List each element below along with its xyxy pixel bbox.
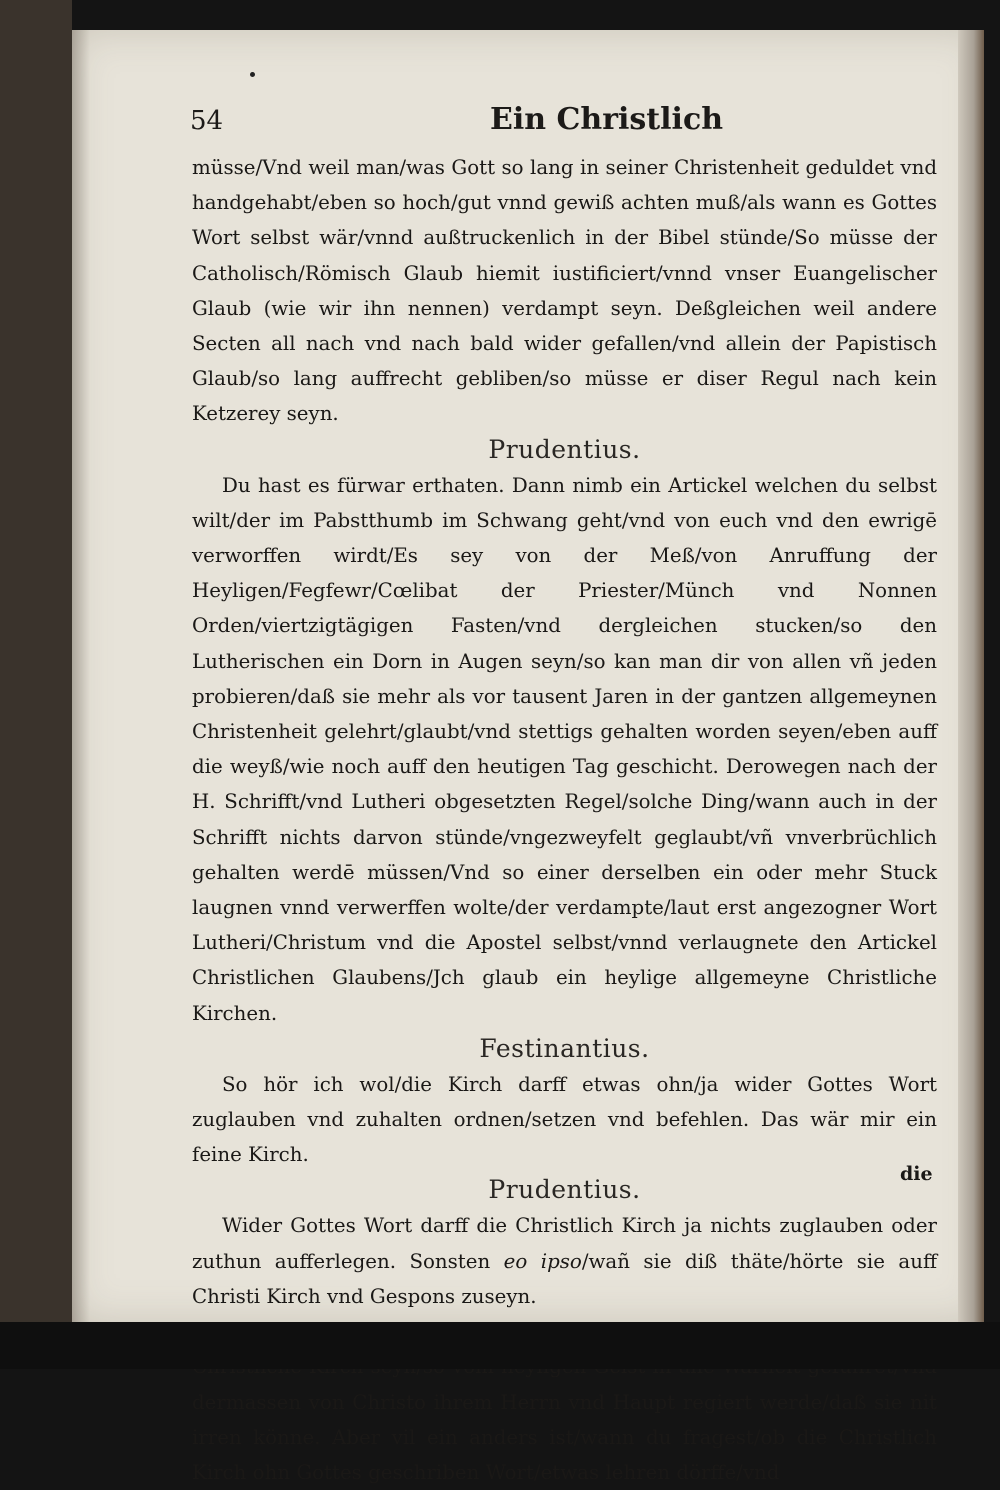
book-spine-edge <box>958 30 984 1322</box>
speaker-heading: Festinantius. <box>479 1033 650 1063</box>
paragraph-text: /wañ sie diß thäte/hörte sie auff Christi Kirch vnd Gespons zuseyn. <box>192 1249 937 1308</box>
page-number: 54 <box>190 106 224 136</box>
latin-phrase: eo ipso <box>503 1249 582 1273</box>
speaker-heading: Prudentius. <box>488 1175 641 1205</box>
paragraph: dermassen von Christo ihrem Herrn vnd Haupt regiert werde/daß sie nit irren könne. Aber vil ein anders ist/wann du fragest/ob die Christlich Kirch ohn Gottes geschriben Wort/etwas lehren dörffe/vnd <box>192 1390 937 1484</box>
catchword: die <box>900 1163 933 1185</box>
running-head: Ein Christlich <box>490 102 724 137</box>
paragraph: Du hast es fürwar erthaten. Dann nimb ein Artickel welchen du selbst wilt/der im Pabstthumb im Schwang geht/vnd von euch vnd den ewrigē verworffen wirdt/Es sey von der Meß/von Anruffung der Heyligen/Fegfewr/Cœlibat der Priester/Münch vnd Nonnen Orden/viertzigtägigen Fasten/vnd dergleichen stucken/so den Lutherischen ein Dorn in Augen seyn/so kan man dir von allen vñ jeden probieren/daß sie mehr als vor tausent Jaren in der gantzen allgemeynen Christenheit gelehrt/glaubt/vnd stettigs gehalten worden seyen/eben auff die weyß/wie noch auff den heutigen Tag geschicht. Derowegen nach der H. Schrifft/vnd Lutheri obgesetzten Regel/solche Ding/wann auch in der Schrifft nichts darvon stünde/vngezweyfelt geglaubt/vñ vnverbrüchlich gehalten werdē müssen/Vnd so einer derselben ein oder mehr Stuck laugnen vnnd verwerffen wolte/der verdampte/laut erst angezogner Wort Lutheri/Christum vnd die Apostel selbst/vnnd verlaugnete den Artickel Christlichen Glaubens/Jch glaub ein heylige allgemeyne Christliche Kirchen. <box>192 473 937 1025</box>
scan-background-left <box>0 0 72 1369</box>
gutter-shadow <box>72 30 90 1322</box>
ink-dot <box>250 72 255 77</box>
paragraph-text: Wider Gottes Wort darff die Christlich Kirch ja nichts zuglauben oder zuthun aufferlegen. Sonsten <box>192 1214 937 1273</box>
main-text <box>192 150 937 1490</box>
paragraph: So hör ich wol/die Kirch darff etwas ohn/ja wider Gottes Wort zuglauben vnd zuhalten ordnen/setzen vnd befehlen. Das wär mir ein feine Kirch. <box>192 1072 937 1167</box>
speaker-heading: Prudentius. <box>488 434 641 464</box>
scan-background-bottom <box>0 1322 1000 1369</box>
page-header <box>190 94 910 144</box>
paragraph <box>192 1208 937 1314</box>
paragraph: müsse/Vnd weil man/was Gott so lang in seiner Christenheit geduldet vnd handgehabt/eben so hoch/gut vnnd gewiß achten muß/als wann es Gottes Wort selbst wär/vnnd außtruckenlich in der Bibel stünde/So müsse der Catholisch/Römisch Glaub hiemit iustificiert/vnnd vnser Euangelischer Glaub (wie wir ihn nennen) verdampt seyn. Deßgleichen weil andere Secten all nach vnd nach bald wider gefallen/vnd allein der Papistisch Glaub/so lang auffrecht gebliben/so müsse er diser Regul nach kein Ketzerey seyn. <box>192 156 937 426</box>
